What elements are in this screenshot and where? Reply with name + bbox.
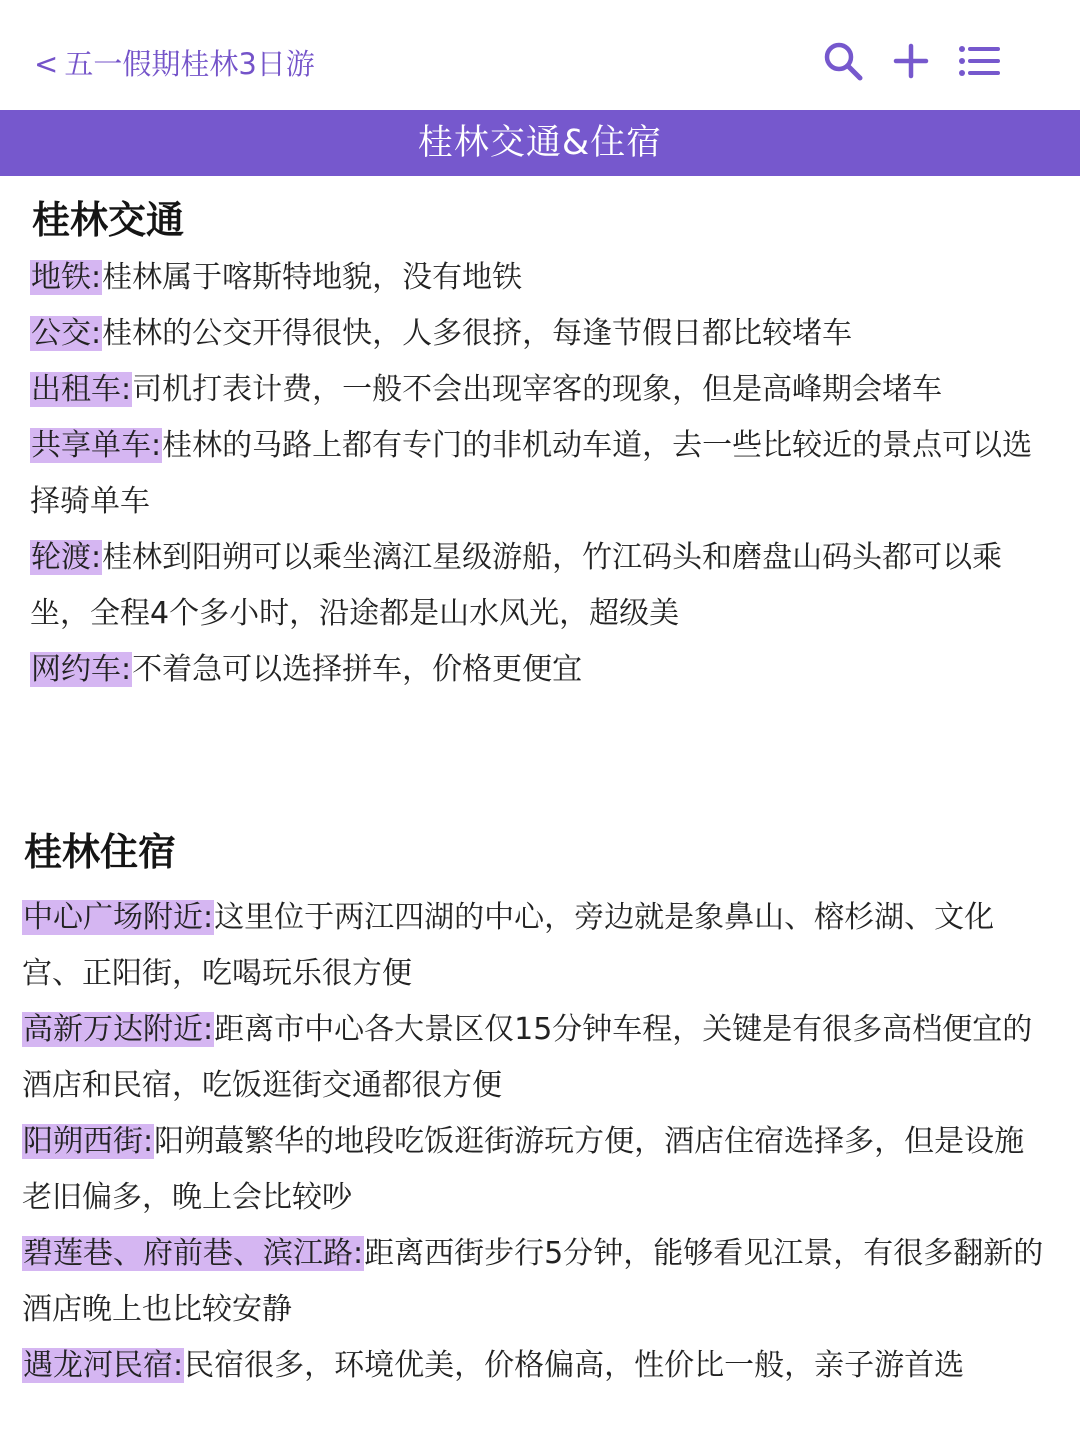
entry-text: 距离市中心各大景区仅15分钟车程，关键是有很多高档便宜的酒店和民宿，吃饭逛街交通都很方便 xyxy=(22,1012,1033,1103)
entry-text: 民宿很多，环境优美，价格偏高，性价比一般，亲子游首选 xyxy=(184,1348,965,1383)
accommodation-list xyxy=(0,890,1080,1394)
entry-text: 桂林的马路上都有专门的非机动车道，去一些比较近的景点可以选择骑单车 xyxy=(30,428,1033,519)
entry-label: 遇龙河民宿: xyxy=(23,1348,184,1383)
entry-text: 距离西街步行5分钟，能够看见江景，有很多翻新的酒店晚上也比较安静 xyxy=(22,1236,1044,1327)
entry-label: 中心广场附近: xyxy=(23,900,214,935)
transport-section xyxy=(0,194,1080,698)
entry-label: 网约车: xyxy=(31,652,132,687)
entry-label: 碧莲巷、府前巷、滨江路: xyxy=(23,1236,364,1271)
entry-text: 不着急可以选择拼车，价格更便宜 xyxy=(132,652,583,687)
entry-label: 共享单车: xyxy=(31,428,162,463)
plus-icon[interactable] xyxy=(890,40,932,82)
list-item xyxy=(30,306,1040,362)
transport-list xyxy=(0,250,1080,698)
section-banner xyxy=(0,110,1080,176)
entry-text: 这里位于两江四湖的中心，旁边就是象鼻山、榕杉湖、文化宫、正阳街，吃喝玩乐很方便 xyxy=(22,900,995,991)
back-chevron-icon: < xyxy=(34,47,59,81)
banner-title: 桂林交通&住宿 xyxy=(417,123,663,163)
list-item xyxy=(22,1002,1046,1114)
list-item xyxy=(30,250,1040,306)
accommodation-heading: 桂林住宿 xyxy=(24,830,177,874)
search-icon[interactable] xyxy=(822,40,864,82)
trip-title: 五一假期桂林3日游 xyxy=(64,47,315,81)
entry-label: 高新万达附近: xyxy=(23,1012,214,1047)
accommodation-section xyxy=(0,824,1080,1394)
entry-label: 公交: xyxy=(31,316,102,351)
list-item xyxy=(22,1338,1046,1394)
back-button[interactable] xyxy=(34,42,315,83)
entry-text: 桂林到阳朔可以乘坐漓江星级游船，竹江码头和磨盘山码头都可以乘坐，全程4个多小时，沿途都是山水风光，超级美 xyxy=(30,540,1003,631)
entry-text: 司机打表计费，一般不会出现宰客的现象，但是高峰期会堵车 xyxy=(132,372,943,407)
list-item xyxy=(30,418,1040,530)
entry-label: 出租车: xyxy=(31,372,132,407)
list-item xyxy=(22,1114,1046,1226)
top-action-icons xyxy=(822,40,1000,82)
list-item xyxy=(22,890,1046,1002)
entry-text: 桂林属于喀斯特地貌，没有地铁 xyxy=(102,260,523,295)
entry-text: 阳朔蕞繁华的地段吃饭逛街游玩方便，酒店住宿选择多，但是设施老旧偏多，晚上会比较吵 xyxy=(22,1124,1025,1215)
entry-label: 轮渡: xyxy=(31,540,102,575)
menu-list-icon[interactable] xyxy=(958,40,1000,82)
list-item xyxy=(22,1226,1046,1338)
list-item xyxy=(30,642,1040,698)
transport-heading: 桂林交通 xyxy=(32,198,185,242)
entry-label: 阳朔西街: xyxy=(23,1124,154,1159)
list-item xyxy=(30,362,1040,418)
list-item xyxy=(30,530,1040,642)
entry-label: 地铁: xyxy=(31,260,102,295)
entry-text: 桂林的公交开得很快，人多很挤，每逢节假日都比较堵车 xyxy=(102,316,853,351)
top-navigation-bar xyxy=(0,0,1080,110)
